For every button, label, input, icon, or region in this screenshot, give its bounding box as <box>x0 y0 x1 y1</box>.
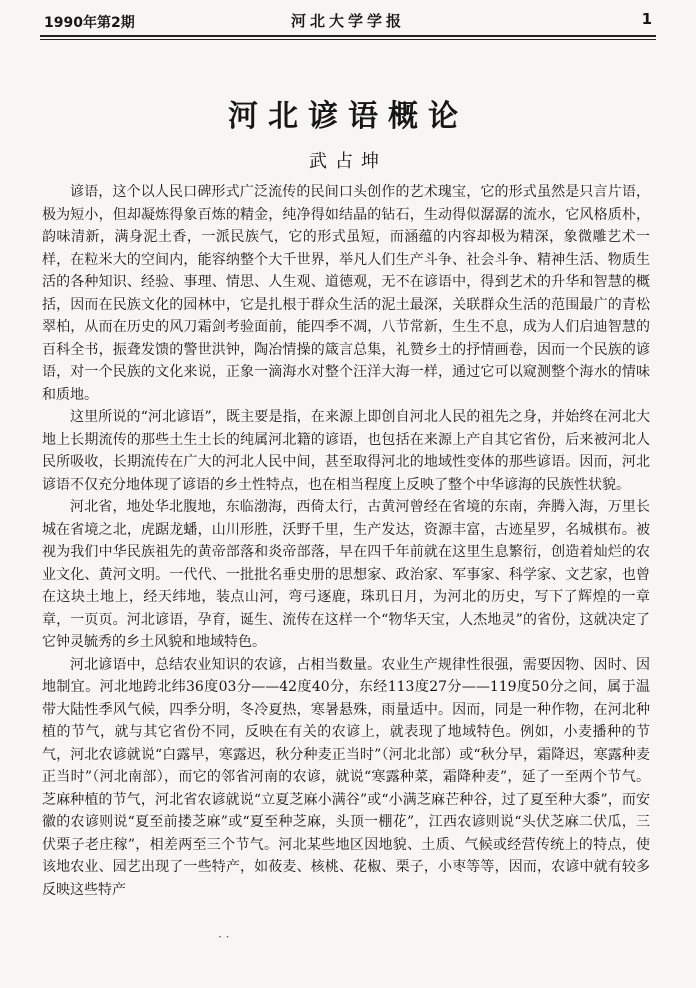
paragraph: 这里所说的“河北谚语”，既主要是指，在来源上即创自河北人民的祖先之身，并始终在河北大地上长期流传的那些土生土长的纯属河北籍的谚语，也包括在来源上产自其它省份，后来被河北人民所吸收，长期流传在广大的河北人民中间，甚至取得河北的地域性变体的那些谚语。因而，河北谚语不仅充分地体现了谚语的乡土性特点，也在相当程度上反映了整个中华谚海的民族性状貌。 <box>42 409 650 493</box>
article-body <box>42 181 650 901</box>
journal-name: 河北大学学报 <box>290 12 405 30</box>
issue-label: 1990年第2期 <box>44 15 135 31</box>
paragraph: 河北谚语中，总结农业知识的农谚，占相当数量。农业生产规律性很强，需要因物、因时、因地制宜。河北地跨北纬36度03分——42度40分，东经113度27分——119度50分之间，属于温带大陆性季风气候，四季分明，冬冷夏热，寒暑悬殊，雨量适中。因而，同是一种作物，在河北种植的节气，就与其它省份不同，反映在有关的农谚上，就表现了地域特色。例如，小麦播种的节气，河北农谚就说“白露早，寒露迟，秋分种麦正当时”（河北北部）或“秋分早，霜降迟，寒露种麦正当时”（河北南部），而它的邻省河南的农谚，就说“寒露种菜，霜降种麦”，延了一至两个节气。芝麻种植的节气，河北省农谚就说“立夏芝麻小满谷”或“小满芝麻芒种谷，过了夏至种大黍”，而安徽的农谚则说“夏至前搂芝麻”或“夏至种芝麻，头顶一棚花”，江西农谚则说“头伏芝麻二伏瓜，三伏栗子老庄稼”，相差两至三个节气。河北某些地区因地貌、土质、气候或经营传统上的特点，使该地农业、园艺出现了一些特产，如莜麦、核桃、花椒、栗子，小枣等等，因而，农谚中就有较多反映这些特产 <box>42 656 650 898</box>
running-header <box>44 10 652 32</box>
header-rule-thick <box>40 35 656 37</box>
footer-mark: · · <box>218 930 230 944</box>
page-number: 1 <box>641 10 652 28</box>
article-author: 武占坤 <box>309 151 387 172</box>
paragraph: 谚语，这个以人民口碑形式广泛流传的民间口头创作的艺术瑰宝，它的形式虽然是只言片语，极为短小，但却凝炼得象百炼的精金，纯净得如结晶的钻石，生动得似潺潺的流水，它风格质朴，韵味清新，满身泥土香，一派民族气，它的形式虽短，而涵蕴的内容却极为精深，象微雕艺术一样，在粒米大的空间内，能容纳整个大千世界，举凡人们生产斗争、社会斗争、精神生活、物质生活的各种知识、经验、事理、情思、人生观、道德观，无不在谚语中，得到艺术的升华和智慧的概括，因而在民族文化的园林中，它是扎根于群众生活的泥土最深，关联群众生活的范围最广的青松翠柏，从而在历史的风刀霜剑考验面前，能四季不凋，八节常新，生生不息，成为人们启迪智慧的百科全书，振聋发馈的警世洪钟，陶冶情操的箴言总集，礼赞乡土的抒情画卷，因而一个民族的谚语，对一个民族的文化来说，正象一滴海水对整个汪洋大海一样，通过它可以窥测整个海水的情味和质地。 <box>42 184 650 403</box>
header-rule-thin <box>40 39 656 40</box>
paragraph: 河北省，地处华北腹地，东临渤海，西倚太行，古黄河曾经在省境的东南，奔腾入海，万里长城在省境之北，虎踞龙蟠，山川形胜，沃野千里，生产发达，资源丰富，古迹星罗，名城棋布。被视为我们中华民族祖先的黄帝部落和炎帝部落，早在四千年前就在这里生息繁衍，创造着灿烂的农业文化、黄河文明。一代代、一批批名垂史册的思想家、政治家、军事家、科学家、文艺家，也曾在这块土地上，经天纬地，装点山河，弯弓逐鹿，珠玑日月，为河北的历史，写下了辉煌的一章章，一页页。河北谚语，孕育，诞生、流传在这样一个“物华天宝，人杰地灵”的省份，这就决定了它钟灵毓秀的乡土风貌和地域特色。 <box>42 499 650 650</box>
article-title: 河北谚语概论 <box>228 99 468 134</box>
